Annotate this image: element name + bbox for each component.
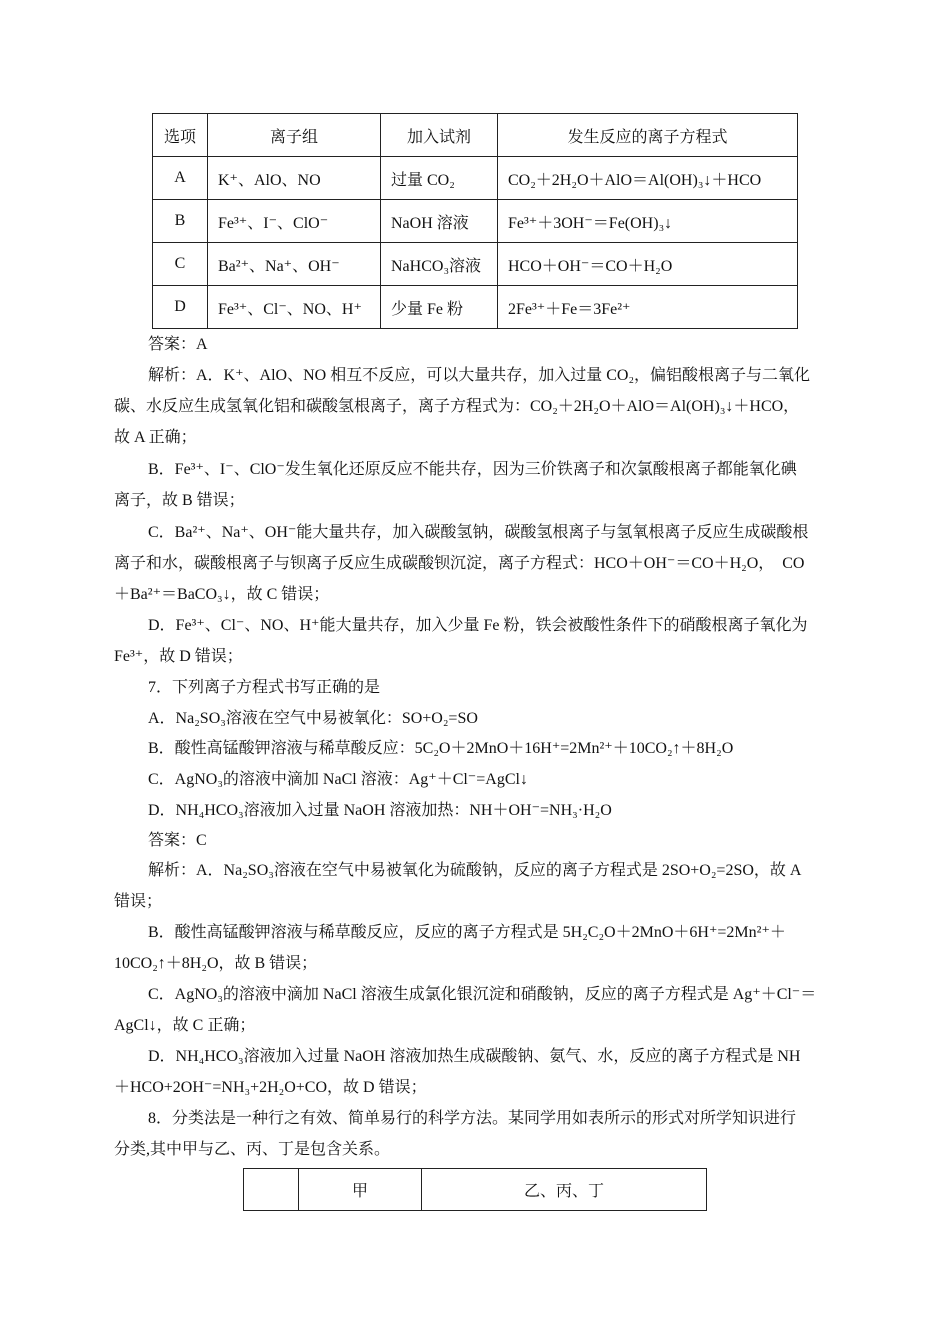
answer-line: 答案：C [148, 832, 207, 849]
table-row [153, 243, 798, 286]
option-line: D．NH₄HCO₃溶液加入过量 NaOH 溶液加热：NH＋OH⁻=NH₃·H₂O [148, 802, 612, 819]
table-row [153, 286, 798, 329]
table-cell: 2Fe³⁺＋Fe＝3Fe²⁺ [498, 286, 798, 329]
option-line: C．AgNO₃的溶液中滴加 NaCl 溶液：Ag⁺＋Cl⁻=AgCl↓ [148, 771, 528, 788]
table-cell: NaOH 溶液 [381, 200, 498, 243]
paragraph-line: B．酸性高锰酸钾溶液与稀草酸反应，反应的离子方程式是 5H₂C₂O＋2MnO＋6H⁺=2Mn²⁺＋ [148, 924, 786, 941]
question-title: 7．下列离子方程式书写正确的是 [148, 679, 381, 696]
table-cell: Ba²⁺、Na⁺、OH⁻ [208, 243, 381, 286]
table-cell: C [153, 243, 208, 286]
table-row [153, 157, 798, 200]
table-header-row [244, 1169, 707, 1211]
table-cell: B [153, 200, 208, 243]
paragraph-line: B．Fe³⁺、I⁻、ClO⁻发生氧化还原反应不能共存，因为三价铁离子和次氯酸根离子都能氧化碘 [148, 461, 797, 478]
answer-line: 答案：A [148, 336, 208, 353]
table-cell: K⁺、AlO、NO [208, 157, 381, 200]
table-cell: D [153, 286, 208, 329]
paragraph-line: 10CO₂↑＋8H₂O，故 B 错误； [114, 955, 318, 972]
paragraph-line: ＋HCO+2OH⁻=NH₃+2H₂O+CO，故 D 错误； [114, 1079, 427, 1096]
table-cell: A [153, 157, 208, 200]
paragraph-line: 碳、水反应生成氢氧化铝和碳酸氢根离子，离子方程式为：CO₂＋2H₂O＋AlO＝Al(OH)₃↓＋HCO， [114, 398, 800, 415]
paragraph-line: 解析：A．Na₂SO₃溶液在空气中易被氧化为硫酸钠，反应的离子方程式是 2SO+O₂=2SO，故 A [148, 862, 802, 879]
header-cell [244, 1169, 299, 1211]
table-cell: HCO＋OH⁻＝CO＋H₂O [498, 243, 798, 286]
header-cell: 乙、丙、丁 [422, 1169, 707, 1211]
table-cell: 过量 CO₂ [381, 157, 498, 200]
paragraph-line: ＋Ba²⁺＝BaCO₃↓，故 C 错误； [114, 586, 330, 603]
paragraph-line: Fe³⁺，故 D 错误； [114, 648, 243, 665]
header-cell: 选项 [153, 114, 208, 157]
paragraph-line: 错误； [114, 893, 163, 910]
classification-table [243, 1168, 707, 1211]
question-title: 8．分类法是一种行之有效、简单易行的科学方法。某同学用如表所示的形式对所学知识进行 [148, 1110, 797, 1127]
table-cell: Fe³⁺、I⁻、ClO⁻ [208, 200, 381, 243]
table-cell: Fe³⁺＋3OH⁻＝Fe(OH)₃↓ [498, 200, 798, 243]
header-cell: 发生反应的离子方程式 [498, 114, 798, 157]
header-cell: 甲 [299, 1169, 422, 1211]
paragraph-line: C．Ba²⁺、Na⁺、OH⁻能大量共存，加入碳酸氢钠，碳酸氢根离子与氢氧根离子反应生成碳酸根 [148, 524, 809, 541]
paragraph-line: AgCl↓，故 C 正确； [114, 1017, 256, 1034]
table-row [153, 200, 798, 243]
paragraph-line: 离子，故 B 错误； [114, 492, 245, 509]
paragraph-line: 解析：A．K⁺、AlO、NO 相互不反应，可以大量共存，加入过量 CO₂，偏铝酸根离子与二氧化 [148, 367, 811, 384]
ion-table [152, 113, 798, 329]
table-header-row [153, 114, 798, 157]
table-cell: Fe³⁺、Cl⁻、NO、H⁺ [208, 286, 381, 329]
table-cell: CO₂＋2H₂O＋AlO＝Al(OH)₃↓＋HCO [498, 157, 798, 200]
paragraph-line: 故 A 正确； [114, 429, 197, 446]
option-line: A．Na₂SO₃溶液在空气中易被氧化：SO+O₂=SO [148, 710, 478, 727]
paragraph-line: C．AgNO₃的溶液中滴加 NaCl 溶液生成氯化银沉淀和硝酸钠，反应的离子方程式是 Ag⁺＋Cl⁻＝ [148, 986, 817, 1003]
header-cell: 离子组 [208, 114, 381, 157]
table-cell: NaHCO₃溶液 [381, 243, 498, 286]
table-cell: 少量 Fe 粉 [381, 286, 498, 329]
option-line: B．酸性高锰酸钾溶液与稀草酸反应：5C₂O＋2MnO＋16H⁺=2Mn²⁺＋10CO₂↑＋8H₂O [148, 740, 734, 757]
header-cell: 加入试剂 [381, 114, 498, 157]
paragraph-line: 离子和水，碳酸根离子与钡离子反应生成碳酸钡沉淀，离子方程式：HCO＋OH⁻＝CO＋H₂O， CO [114, 555, 805, 572]
paragraph-line: 分类,其中甲与乙、丙、丁是包含关系。 [114, 1141, 391, 1158]
paragraph-line: D．Fe³⁺、Cl⁻、NO、H⁺能大量共存，加入少量 Fe 粉，铁会被酸性条件下的硝酸根离子氧化为 [148, 617, 808, 634]
paragraph-line: D．NH₄HCO₃溶液加入过量 NaOH 溶液加热生成碳酸钠、氨气、水，反应的离子方程式是 NH [148, 1048, 801, 1065]
